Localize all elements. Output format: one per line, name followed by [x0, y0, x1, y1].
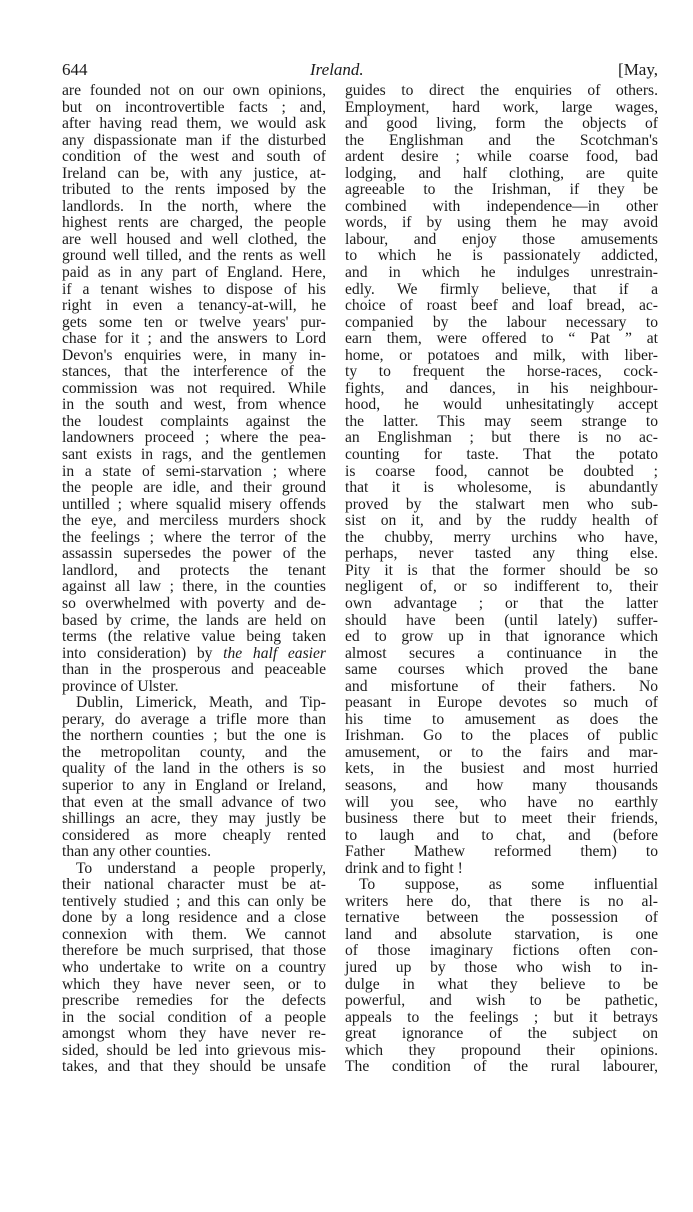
text-line	[345, 761, 658, 778]
text-line	[345, 348, 658, 365]
text-line	[62, 215, 326, 232]
text-line	[345, 596, 658, 613]
line-text: and misfortune of their fathers. No	[345, 677, 658, 695]
line-text: agreeable to the Irishman, if they be	[345, 181, 658, 199]
text-line	[345, 877, 658, 894]
line-text: commission was not required. While	[62, 379, 326, 397]
text-line	[62, 381, 326, 398]
text-line	[345, 579, 658, 596]
text-line	[62, 778, 326, 795]
text-line	[62, 943, 326, 960]
line-text: therefore be much surprised, that those	[62, 942, 326, 960]
text-line	[345, 728, 658, 745]
text-line	[345, 613, 658, 630]
text-line	[345, 629, 658, 646]
line-text: seasons, and how many thousands	[345, 776, 658, 794]
text-line	[345, 1026, 658, 1043]
line-text: is coarse food, cannot be doubted ;	[345, 462, 658, 480]
line-text: his time to amusement as does the	[345, 710, 658, 728]
line-text: edly. We firmly believe, that if a	[345, 280, 658, 298]
text-line	[62, 530, 326, 547]
line-text: done by a long residence and a close	[62, 909, 326, 927]
text-line	[345, 447, 658, 464]
line-text: based by crime, the lands are held on	[62, 611, 326, 629]
text-line	[345, 646, 658, 663]
text-line	[62, 679, 326, 696]
line-text: land and absolute starvation, is one	[345, 925, 658, 943]
line-text: of those imaginary fictions often con-	[345, 942, 658, 960]
text-line	[62, 166, 326, 183]
line-text: but on incontrovertible facts ; and,	[62, 98, 326, 116]
text-line	[62, 761, 326, 778]
text-line	[345, 116, 658, 133]
line-text: home, or potatoes and milk, with liber-	[345, 346, 658, 364]
line-text: own advantage ; or that the latter	[345, 594, 658, 612]
line-text: ed to grow up in that ignorance which	[345, 628, 658, 646]
line-text: the chubby, merry urchins who have,	[345, 528, 658, 546]
text-line	[345, 232, 658, 249]
text-line	[345, 397, 658, 414]
line-text: which they have never seen, or to	[62, 975, 326, 993]
line-text: the Englishman and the Scotchman's	[345, 131, 658, 149]
line-text: superior to any in England or Ireland,	[62, 776, 326, 794]
line-text: than any other counties.	[62, 843, 211, 861]
text-line	[345, 910, 658, 927]
text-line	[62, 182, 326, 199]
text-line	[62, 927, 326, 944]
text-line	[345, 1010, 658, 1027]
text-line	[345, 480, 658, 497]
text-line	[345, 166, 658, 183]
line-text: lodging, and half clothing, are quite	[345, 164, 658, 182]
line-text: Devon's enquiries were, in many in-	[62, 346, 326, 364]
line-text: province of Ulster.	[62, 677, 179, 695]
line-text: the latter. This may seem strange to	[345, 412, 658, 430]
line-text: landlord, and protects the tenant	[62, 561, 326, 579]
line-text: The condition of the rural labourer,	[345, 1058, 658, 1076]
line-text: drink and to fight !	[345, 859, 463, 877]
text-line	[345, 745, 658, 762]
text-line	[345, 844, 658, 861]
text-line	[62, 579, 326, 596]
line-text: than in the prosperous and peaceable	[62, 661, 326, 679]
line-text: in the south and west, from whence	[62, 396, 326, 414]
line-text: writers here do, that there is no al-	[345, 892, 658, 910]
line-text: Dublin, Limerick, Meath, and Tip-	[76, 694, 326, 712]
line-text: Irishman. Go to the places of public	[345, 727, 658, 745]
line-text: chase for it ; and the answers to Lord	[62, 330, 326, 348]
text-line	[345, 381, 658, 398]
line-text: ternative between the possession of	[345, 909, 658, 927]
line-text: in the social condition of a people	[62, 1008, 326, 1026]
text-line	[62, 513, 326, 530]
line-text: condition of the west and south of	[62, 148, 326, 166]
text-line	[345, 943, 658, 960]
text-line	[345, 215, 658, 232]
line-text: should have been (until lately) suffer-	[345, 611, 658, 629]
line-text: connexion with them. We cannot	[62, 925, 326, 943]
text-line	[62, 795, 326, 812]
line-text: after having read them, we would ask	[62, 115, 326, 133]
text-line	[345, 1059, 658, 1076]
line-text: to laugh and to chat, and (before	[345, 826, 658, 844]
line-text: considered as more cheaply rented	[62, 826, 326, 844]
italic-emphasis: the half easier	[223, 644, 326, 662]
line-text: counting for taste. That the potato	[345, 446, 658, 464]
line-text: an Englishman ; but there is no ac-	[345, 429, 658, 447]
right-column	[345, 83, 658, 1076]
text-line	[62, 199, 326, 216]
line-text: shillings an acre, they may justly be	[62, 810, 326, 828]
text-line	[62, 480, 326, 497]
text-line	[345, 662, 658, 679]
text-line	[345, 960, 658, 977]
text-line	[62, 298, 326, 315]
text-line	[62, 1059, 326, 1076]
text-line	[62, 149, 326, 166]
line-text: ground well tilled, and the rents as well	[62, 247, 326, 265]
line-text: in a state of semi-starvation ; where	[62, 462, 326, 480]
line-text: business there but to meet their friends,	[345, 810, 658, 828]
text-line	[345, 993, 658, 1010]
line-text: To understand a people properly,	[76, 859, 326, 877]
text-line	[62, 232, 326, 249]
text-line	[62, 116, 326, 133]
issue-month: [May,	[618, 60, 658, 79]
line-text: Pity it is that the former should be so	[345, 561, 658, 579]
text-line	[62, 728, 326, 745]
running-header	[62, 60, 658, 80]
text-line	[62, 331, 326, 348]
line-text: choice of roast beef and loaf bread, ac-	[345, 297, 658, 315]
text-line	[62, 629, 326, 646]
line-text: combined with independence—in other	[345, 197, 658, 215]
line-text: jured up by those who wish to in-	[345, 958, 658, 976]
line-text: into consideration) by	[62, 644, 213, 662]
text-line	[345, 1043, 658, 1060]
line-text: perhaps, never tasted any thing else.	[345, 545, 658, 563]
text-line	[345, 679, 658, 696]
line-text: To suppose, as some influential	[359, 876, 658, 894]
line-text: and in which he indulges unrestrain-	[345, 264, 658, 282]
text-line	[345, 712, 658, 729]
text-line	[62, 877, 326, 894]
text-line	[345, 464, 658, 481]
text-line	[345, 298, 658, 315]
text-line	[62, 100, 326, 117]
line-text: stances, that the interference of the	[62, 363, 326, 381]
text-line	[345, 282, 658, 299]
text-line	[345, 927, 658, 944]
text-line	[62, 397, 326, 414]
line-text: who undertake to write on a country	[62, 958, 326, 976]
text-line	[62, 894, 326, 911]
text-line	[345, 199, 658, 216]
line-text: if a tenant wishes to dispose of his	[62, 280, 326, 298]
line-text: guides to direct the enquiries of others.	[345, 82, 658, 99]
line-text: terms (the relative value being taken	[62, 628, 326, 646]
text-line	[345, 695, 658, 712]
text-line	[62, 613, 326, 630]
line-text: the metropolitan county, and the	[62, 743, 326, 761]
text-line	[345, 414, 658, 431]
line-text: paid as in any part of England. Here,	[62, 264, 326, 282]
line-text: Father Mathew reformed them) to	[345, 843, 658, 861]
text-line	[62, 1026, 326, 1043]
text-line	[62, 497, 326, 514]
text-line	[62, 430, 326, 447]
line-text: ardent desire ; while coarse food, bad	[345, 148, 658, 166]
text-line	[62, 464, 326, 481]
text-line	[62, 248, 326, 265]
line-text: sant exists in rags, and the gentlemen	[62, 446, 326, 464]
text-line	[345, 100, 658, 117]
line-text: landowners proceed ; where the pea-	[62, 429, 326, 447]
text-line	[62, 546, 326, 563]
text-line	[345, 331, 658, 348]
text-line	[345, 315, 658, 332]
line-text: the northern counties ; but the one is	[62, 727, 326, 745]
text-line	[62, 364, 326, 381]
text-line	[345, 133, 658, 150]
text-line	[62, 348, 326, 365]
text-line	[62, 712, 326, 729]
text-line	[62, 1010, 326, 1027]
text-line	[62, 828, 326, 845]
line-text: the eye, and merciless murders shock	[62, 512, 326, 530]
text-line	[62, 133, 326, 150]
line-text: are founded not on our own opinions,	[62, 82, 326, 99]
text-line	[62, 993, 326, 1010]
text-line	[345, 546, 658, 563]
line-text: proved by the stalwart men who sub-	[345, 495, 658, 513]
line-text: appeals to the feelings ; but it betrays	[345, 1008, 658, 1026]
text-line	[62, 745, 326, 762]
line-text: dulge in what they believe to be	[345, 975, 658, 993]
text-line	[62, 960, 326, 977]
line-text: the feelings ; where the terror of the	[62, 528, 326, 546]
text-line	[62, 844, 326, 861]
line-text: takes, and that they should be unsafe	[62, 1058, 326, 1076]
text-line	[62, 695, 326, 712]
line-text: so overwhelmed with poverty and de-	[62, 594, 326, 612]
line-text: companied by the labour necessary to	[345, 313, 658, 331]
line-text: landlords. In the north, where the	[62, 197, 326, 215]
text-line	[345, 265, 658, 282]
line-text: quality of the land in the others is so	[62, 760, 326, 778]
line-text: to which he is passionately addicted,	[345, 247, 658, 265]
line-text: sided, should be led into grievous mis-	[62, 1041, 326, 1059]
text-line	[62, 811, 326, 828]
text-line	[62, 1043, 326, 1060]
line-text: almost secures a continuance in the	[345, 644, 658, 662]
line-text: that it is wholesome, is abundantly	[345, 479, 658, 497]
line-text: peasant in Europe devotes so much of	[345, 694, 658, 712]
text-line	[345, 182, 658, 199]
text-line	[62, 315, 326, 332]
line-text: same courses which proved the bane	[345, 661, 658, 679]
line-text: will you see, who have no earthly	[345, 793, 658, 811]
text-line	[62, 447, 326, 464]
text-line	[345, 828, 658, 845]
text-line	[62, 83, 326, 100]
line-text: powerful, and wish to be pathetic,	[345, 992, 658, 1010]
text-line	[345, 861, 658, 878]
line-text: highest rents are charged, the people	[62, 214, 326, 232]
text-line	[62, 646, 326, 663]
line-text: assassin supersedes the power of the	[62, 545, 326, 563]
line-text: hood, he would unhesitatingly accept	[345, 396, 658, 414]
line-text: against all law ; there, in the counties	[62, 578, 326, 596]
text-line	[62, 910, 326, 927]
line-text: ty to frequent the horse-races, cock-	[345, 363, 658, 381]
text-line	[345, 811, 658, 828]
line-text: and good living, form the objects of	[345, 115, 658, 133]
text-line	[62, 414, 326, 431]
line-text: their national character must be at-	[62, 876, 326, 894]
text-line	[345, 977, 658, 994]
line-text: untilled ; where squalid misery offends	[62, 495, 326, 513]
text-line	[345, 364, 658, 381]
line-text: fights, and dances, in his neighbour-	[345, 379, 658, 397]
text-line	[345, 795, 658, 812]
line-text: earn them, were offered to “ Pat ” at	[345, 330, 658, 348]
line-text: the people are idle, and their ground	[62, 479, 326, 497]
line-text: tentively studied ; and this can only be	[62, 892, 326, 910]
text-line	[62, 265, 326, 282]
line-text: perary, do average a trifle more than	[62, 710, 326, 728]
text-line	[345, 563, 658, 580]
line-text: words, if by using them he may avoid	[345, 214, 658, 232]
line-text: Ireland can be, with any justice, at-	[62, 164, 326, 182]
text-line	[62, 977, 326, 994]
text-line	[345, 248, 658, 265]
text-line	[345, 778, 658, 795]
line-text: that even at the small advance of two	[62, 793, 326, 811]
line-text: amongst whom they have never re-	[62, 1025, 326, 1043]
text-line	[62, 662, 326, 679]
text-line	[345, 497, 658, 514]
line-text: which they propound their opinions.	[345, 1041, 658, 1059]
line-text: are well housed and well clothed, the	[62, 230, 326, 248]
text-line	[345, 530, 658, 547]
line-text: any dispassionate man if the disturbed	[62, 131, 326, 149]
line-text: negligent of, or so indifferent to, their	[345, 578, 658, 596]
line-text: prescribe remedies for the defects	[62, 992, 326, 1010]
line-text: right in even a tenancy-at-will, he	[62, 297, 326, 315]
line-text: great ignorance of the subject on	[345, 1025, 658, 1043]
line-text: Employment, hard work, large wages,	[345, 98, 658, 116]
page-number: 644	[62, 60, 88, 79]
line-text: kets, in the busiest and most hurried	[345, 760, 658, 778]
text-line	[62, 563, 326, 580]
text-line	[345, 894, 658, 911]
line-text: tributed to the rents imposed by the	[62, 181, 326, 199]
text-line	[62, 861, 326, 878]
text-line	[345, 513, 658, 530]
line-text: labour, and enjoy those amusements	[345, 230, 658, 248]
running-title: Ireland.	[310, 60, 364, 79]
left-column	[62, 83, 326, 1076]
text-line	[345, 149, 658, 166]
line-text: sist on it, and by the ruddy health of	[345, 512, 658, 530]
text-line	[62, 282, 326, 299]
line-text: gets some ten or twelve years' pur-	[62, 313, 326, 331]
line-text: amusement, or to the fairs and mar-	[345, 743, 658, 761]
text-line	[62, 596, 326, 613]
text-line	[345, 430, 658, 447]
text-line	[345, 83, 658, 100]
line-text: the loudest complaints against the	[62, 412, 326, 430]
